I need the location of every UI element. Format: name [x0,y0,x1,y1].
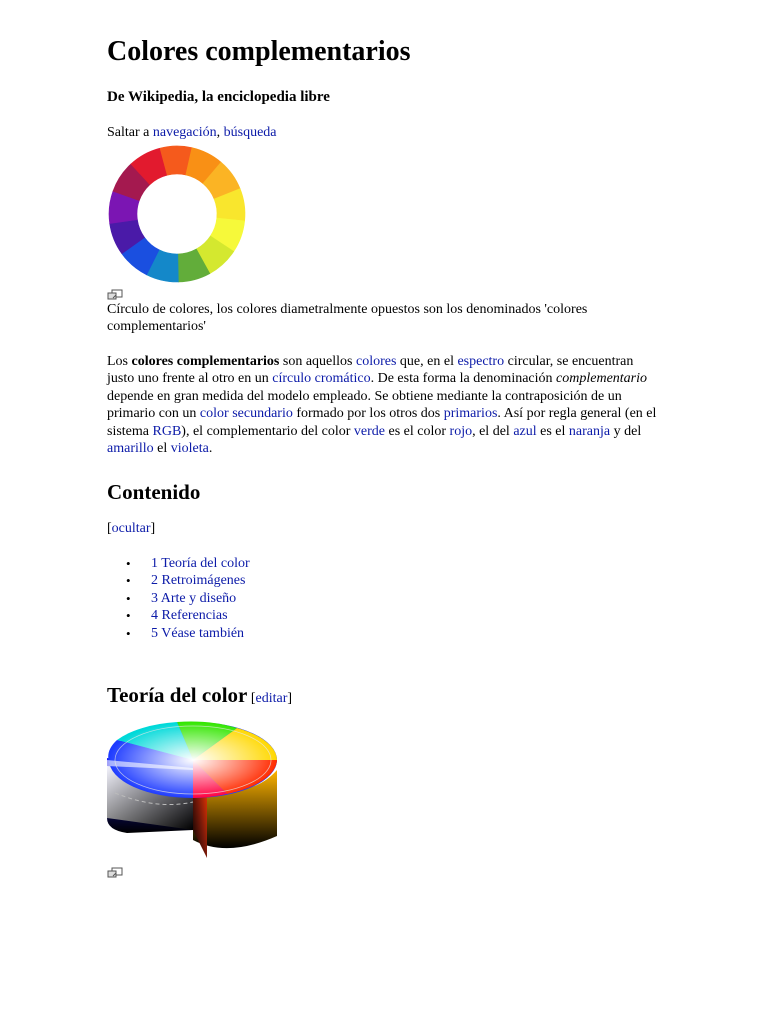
page-title: Colores complementarios [107,36,411,67]
link-naranja[interactable]: naranja [568,423,611,439]
toc-item [151,555,250,572]
link-colores[interactable]: colores [355,354,397,369]
intro-text: . Así por regla general (en el sistema [107,406,657,439]
edit-bracket-close: ] [287,691,293,706]
link-color-secundario[interactable]: color secundario [199,406,293,422]
link-primarios[interactable]: primarios [443,406,498,422]
link-azul[interactable]: azul [513,423,537,439]
link-rgb[interactable]: RGB [152,423,182,439]
section-title: Teoría del color [107,683,248,707]
intro-paragraph [107,353,659,457]
link-amarillo[interactable]: amarillo [107,441,154,457]
toc-link-referencias[interactable]: 4 Referencias [151,608,228,624]
jump-separator: , [216,125,224,140]
color-wheel-image[interactable] [107,144,247,284]
intro-text: . De esta forma la denominación [370,371,557,387]
intro-text: depende en gran medida del modelo empleado. Se obtiene mediante la contraposición de un primario con un [107,388,622,422]
toc-bracket-close: ] [150,521,156,536]
intro-text: Los [107,354,132,369]
jump-links [107,125,277,141]
intro-text: es el [536,423,569,439]
link-verde[interactable]: verde [353,423,385,439]
toc-heading: Contenido [107,480,201,504]
color-cylinder-image[interactable] [107,718,279,866]
intro-text: son aquellos [279,354,356,369]
toc-hide-link[interactable]: ocultar [111,521,151,536]
toc-item [151,607,250,624]
intro-text: es el color [385,423,450,439]
edit-bracket-open: [ [247,691,256,706]
toc-link-teoria-del-color[interactable]: 1 Teoría del color [151,556,250,571]
link-espectro[interactable]: espectro [457,354,505,369]
toc-link-retroimagenes[interactable]: 2 Retroimágenes [151,573,246,589]
edit-section [247,691,292,706]
toc-item [151,590,250,607]
toc-list [107,555,250,642]
toc-toggle [107,521,155,537]
intro-text: . [208,441,213,457]
intro-text: que, en el [396,354,458,369]
link-rojo[interactable]: rojo [449,423,473,439]
intro-text: ), el complementario del color [181,423,354,439]
enlarge-icon[interactable] [107,289,123,301]
toc-item [151,625,250,642]
link-violeta[interactable]: violeta [170,441,209,457]
intro-text: el [153,441,171,457]
edit-link[interactable]: editar [255,691,288,706]
intro-italic-term: complementario [556,371,648,387]
toc-link-arte-y-diseno[interactable]: 3 Arte y diseño [151,590,237,606]
intro-text: circular, se encuentran justo uno frente al otro en un [107,354,634,387]
intro-text: formado por los otros dos [292,406,444,422]
jump-navigation-link[interactable]: navegación [152,125,217,140]
intro-text: y del [610,423,642,439]
link-circulo-cromatico[interactable]: círculo cromático [272,371,371,387]
intro-text: , el del [472,423,514,439]
enlarge-icon[interactable] [107,867,123,879]
jump-prefix: Saltar a [107,125,153,140]
toc-link-vease-tambien[interactable]: 5 Véase también [151,625,245,641]
jump-search-link[interactable]: búsqueda [223,125,277,140]
section-heading-teoria [107,683,292,708]
toc-item [151,572,250,589]
site-subtitle: De Wikipedia, la enciclopedia libre [107,89,330,105]
toc-bracket-open: [ [107,521,112,536]
intro-bold-term: colores complementarios [131,354,280,369]
figure-caption: Círculo de colores, los colores diametralmente opuestos son los denominados 'colores complementarios' [107,302,588,334]
